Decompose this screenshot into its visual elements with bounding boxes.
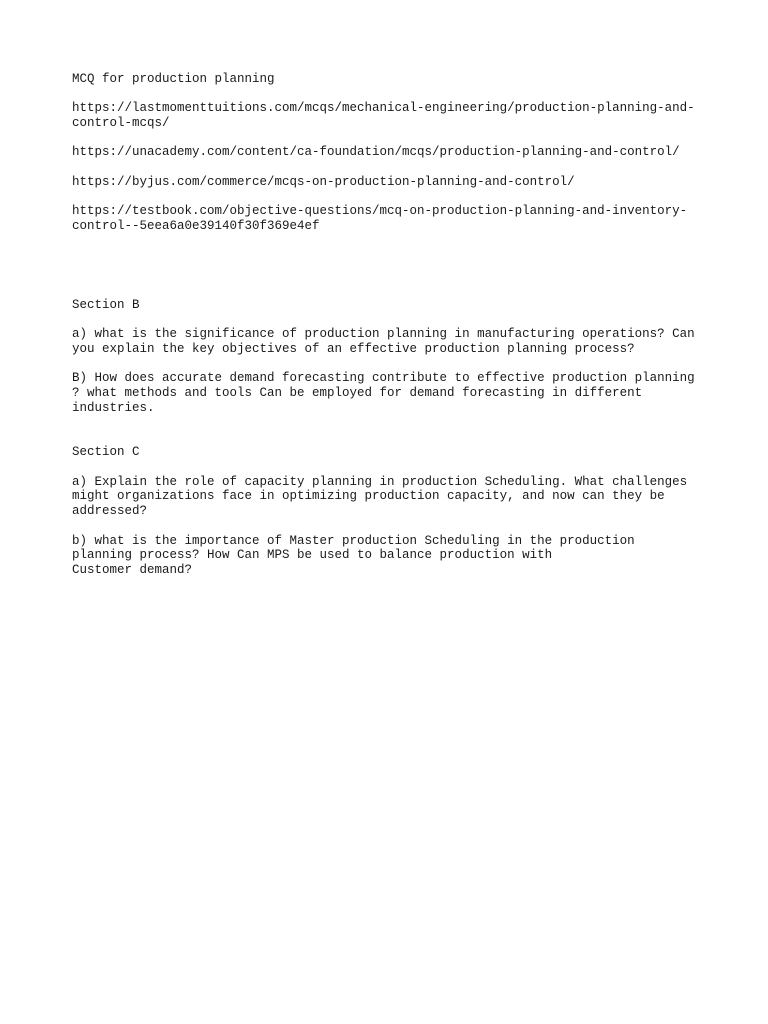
link-line: https://byjus.com/commerce/mcqs-on-production-planning-and-control/ xyxy=(72,174,575,189)
question-line: ? what methods and tools Can be employed for demand forecasting in different xyxy=(72,386,643,401)
heading-text: MCQ for production planning xyxy=(72,72,275,86)
document-heading xyxy=(72,72,702,87)
link-byjus xyxy=(72,175,702,190)
section-b-question-a xyxy=(72,327,702,357)
question-line: b) what is the importance of Master production Scheduling in the production xyxy=(72,533,635,548)
question-line: might organizations face in optimizing production capacity, and now can they be xyxy=(72,489,665,504)
link-line: control--5eea6a0e39140f30f369e4ef xyxy=(72,218,320,233)
question-line: B) How does accurate demand forecasting contribute to effective production planning xyxy=(72,371,695,386)
question-line: Customer demand? xyxy=(72,563,193,578)
question-line: planning process? How Can MPS be used to balance production with xyxy=(72,548,553,563)
section-c-title xyxy=(72,445,702,460)
link-line: https://lastmomenttuitions.com/mcqs/mechanical-engineering/production-planning-and- xyxy=(72,101,695,116)
link-line: https://unacademy.com/content/ca-foundation/mcqs/production-planning-and-control/ xyxy=(72,145,680,160)
question-line: addressed? xyxy=(72,504,148,519)
link-line: https://testbook.com/objective-questions/mcq-on-production-planning-and-inventory- xyxy=(72,203,688,218)
spacer xyxy=(72,248,702,298)
question-line: a) Explain the role of capacity planning in production Scheduling. What challenges xyxy=(72,474,688,489)
question-line: a) what is the significance of production planning in manufacturing operations? Can xyxy=(72,327,695,342)
section-title: Section B xyxy=(72,298,140,313)
link-unacademy xyxy=(72,145,702,160)
section-b-title xyxy=(72,298,702,313)
section-c-question-a xyxy=(72,475,702,519)
document-page xyxy=(72,72,702,592)
section-title: Section C xyxy=(72,445,140,460)
question-line: you explain the key objectives of an effective production planning process? xyxy=(72,342,635,357)
spacer xyxy=(72,430,702,445)
section-b-question-b xyxy=(72,371,702,415)
link-testbook xyxy=(72,204,702,234)
question-line: industries. xyxy=(72,401,155,416)
link-line: control-mcqs/ xyxy=(72,116,170,131)
section-c-question-b xyxy=(72,534,702,578)
link-lastmomenttuitions xyxy=(72,101,702,131)
